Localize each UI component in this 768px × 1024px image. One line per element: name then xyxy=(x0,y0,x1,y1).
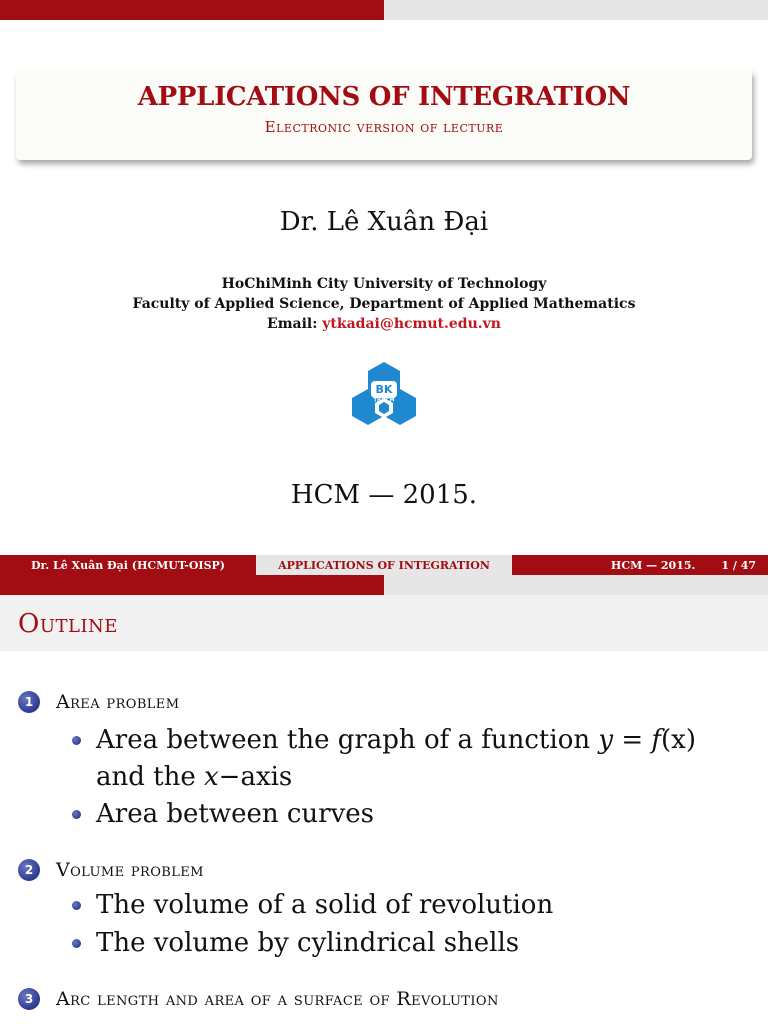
bullet-icon xyxy=(72,939,81,948)
section-number-badge: 2 xyxy=(18,859,40,881)
footer-right xyxy=(512,555,768,575)
section-label: Arc length and area of a surface of Revolution xyxy=(56,988,499,1010)
item-text: The volume of a solid of revolution xyxy=(96,890,554,920)
math-argument: (x) xyxy=(661,725,696,755)
slide2-bar-gray-segment xyxy=(384,575,768,595)
faculty-name: Faculty of Applied Science, Department of Applied Mathematics xyxy=(132,296,636,312)
frame-title-bar xyxy=(0,595,768,651)
presentation-subtitle: Electronic version of lecture xyxy=(264,118,504,136)
item-text: Area between curves xyxy=(96,799,375,829)
slide2-bar-red-segment xyxy=(0,575,384,595)
footer-author: Dr. Lê Xuân Đại (HCMUT-OISP) xyxy=(0,555,256,575)
slide-footer xyxy=(0,555,768,575)
outline-item xyxy=(72,925,519,962)
email-label: Email: xyxy=(267,316,318,332)
bullet-icon xyxy=(72,901,81,910)
footer-page-number: 1 / 47 xyxy=(721,558,756,572)
university-name: HoChiMinh City University of Technology xyxy=(221,276,547,292)
frame-title: Outline xyxy=(18,609,118,639)
presentation-title: APPLICATIONS OF INTEGRATION xyxy=(137,82,631,112)
outline-item xyxy=(72,887,553,924)
email-link[interactable]: ytkadai@hcmut.edu.vn xyxy=(322,316,501,332)
section-number-badge: 3 xyxy=(18,988,40,1010)
email-line xyxy=(0,314,768,334)
slide1-top-bar xyxy=(0,0,768,20)
outline-section-2 xyxy=(18,859,204,881)
math-function: f xyxy=(651,725,662,755)
item-text xyxy=(96,722,696,796)
item-text-part: −axis xyxy=(218,762,293,792)
math-operator: = xyxy=(613,725,652,755)
logo-text-main: BK xyxy=(375,383,393,396)
section-label: Volume problem xyxy=(56,859,204,881)
top-bar-gray-segment xyxy=(384,0,768,20)
outline-item xyxy=(72,796,374,833)
bk-university-logo-icon xyxy=(349,358,419,428)
slide2-top-bar xyxy=(0,575,768,595)
item-text-part: and the xyxy=(96,762,204,792)
section-number-badge: 1 xyxy=(18,691,40,713)
math-variable: y xyxy=(598,725,614,755)
author-name: Dr. Lê Xuân Đại xyxy=(279,207,489,237)
presentation-date: HCM — 2015. xyxy=(290,480,478,510)
item-text-part: Area between the graph of a function xyxy=(96,725,599,755)
footer-title: APPLICATIONS OF INTEGRATION xyxy=(256,555,512,575)
math-variable: x xyxy=(204,762,219,792)
institution-block xyxy=(0,274,768,334)
bullet-icon xyxy=(72,810,81,819)
outline-section-1 xyxy=(18,691,179,713)
outline-section-3 xyxy=(18,988,499,1010)
outline-item xyxy=(72,722,696,796)
item-text: The volume by cylindrical shells xyxy=(96,928,520,958)
footer-date: HCM — 2015. xyxy=(610,558,696,572)
top-bar-red-segment xyxy=(0,0,384,20)
section-label: Area problem xyxy=(56,691,180,713)
title-box xyxy=(16,70,752,160)
bullet-icon xyxy=(72,736,81,745)
logo-text-sub: TP.HCM xyxy=(373,397,395,404)
